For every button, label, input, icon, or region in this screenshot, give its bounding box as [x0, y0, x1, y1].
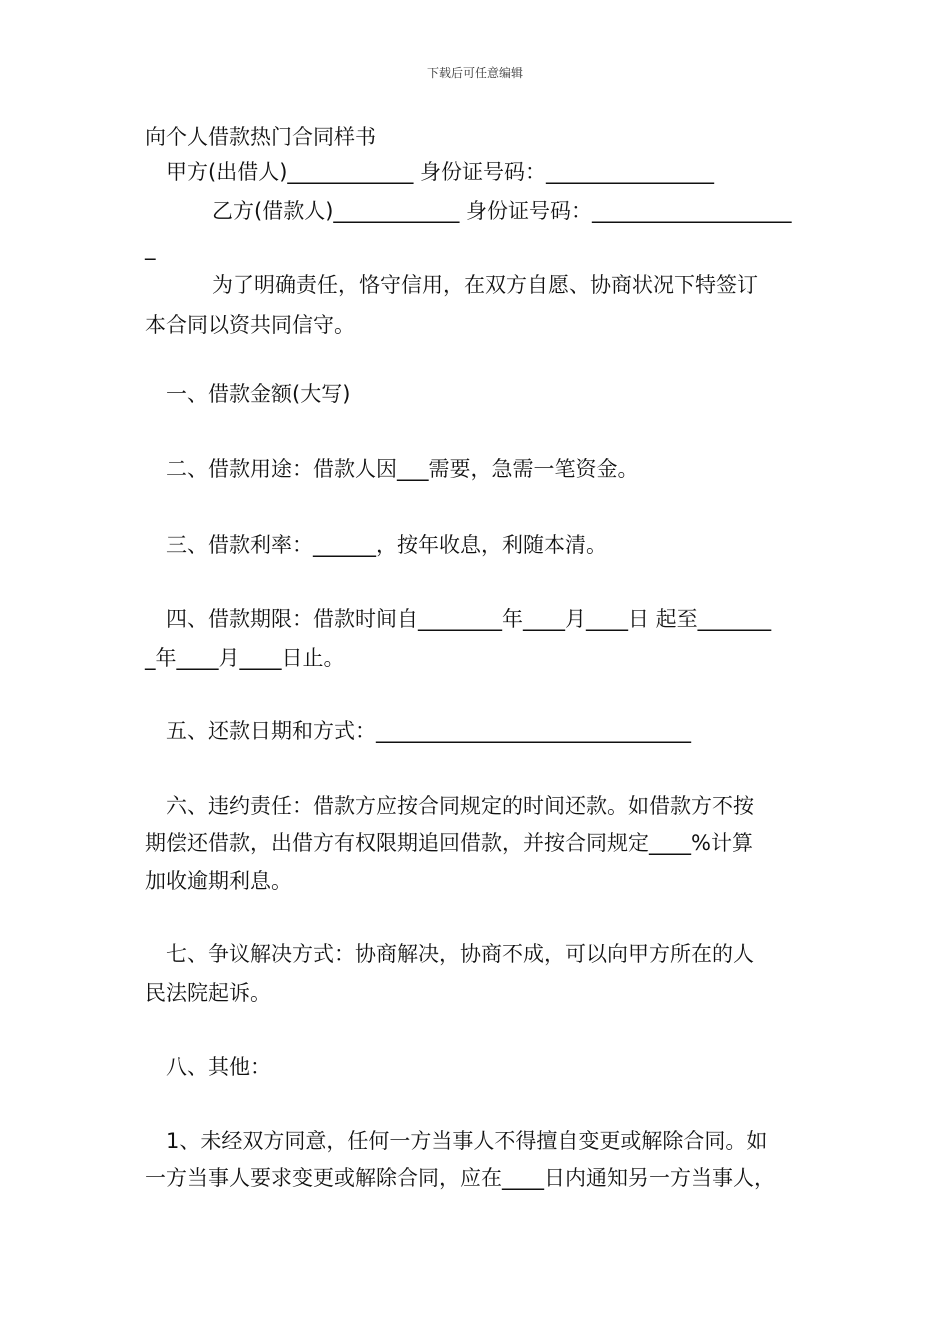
party-b-line: 乙方(借款人)____________ 身份证号码：___________________ [212, 199, 792, 223]
section-6-liability-line-3: 加收逾期利息。 [145, 869, 292, 893]
intro-line-1: 为了明确责任，恪守信用，在双方自愿、协商状况下特签订 [212, 273, 758, 297]
section-4-term-line-1: 四、借款期限：借款时间自________年____月____日 起至_______ [166, 607, 772, 631]
section-3-interest: 三、借款利率：______，按年收息，利随本清。 [166, 533, 607, 557]
intro-line-2: 本合同以资共同信守。 [145, 313, 355, 337]
section-7-dispute-line-1: 七、争议解决方式：协商解决，协商不成，可以向甲方所在的人 [166, 942, 754, 966]
section-1-amount: 一、借款金额(大写) [166, 382, 351, 406]
header-note: 下载后可任意编辑 [426, 66, 523, 80]
section-8-other: 八、其他： [166, 1055, 271, 1079]
section-2-purpose: 二、借款用途：借款人因___需要，急需一笔资金。 [166, 457, 639, 481]
section-7-dispute-line-2: 民法院起诉。 [145, 981, 271, 1005]
document-title: 向个人借款热门合同样书 [145, 125, 376, 149]
item-1-line-1: 1、未经双方同意，任何一方当事人不得擅自变更或解除合同。如 [166, 1129, 768, 1153]
party-a-line: 甲方(出借人)____________ 身份证号码：________________ [166, 160, 715, 184]
party-b-continuation: _ [145, 236, 156, 260]
section-4-term-line-2: _年____月____日止。 [145, 646, 345, 670]
section-6-liability-line-1: 六、违约责任：借款方应按合同规定的时间还款。如借款方不按 [166, 794, 754, 818]
item-1-line-2: 一方当事人要求变更或解除合同，应在____日内通知另一方当事人， [145, 1166, 775, 1190]
section-6-liability-line-2: 期偿还借款，出借方有权限期追回借款，并按合同规定____%计算 [145, 831, 753, 855]
section-5-repayment: 五、还款日期和方式：______________________________ [166, 719, 691, 743]
